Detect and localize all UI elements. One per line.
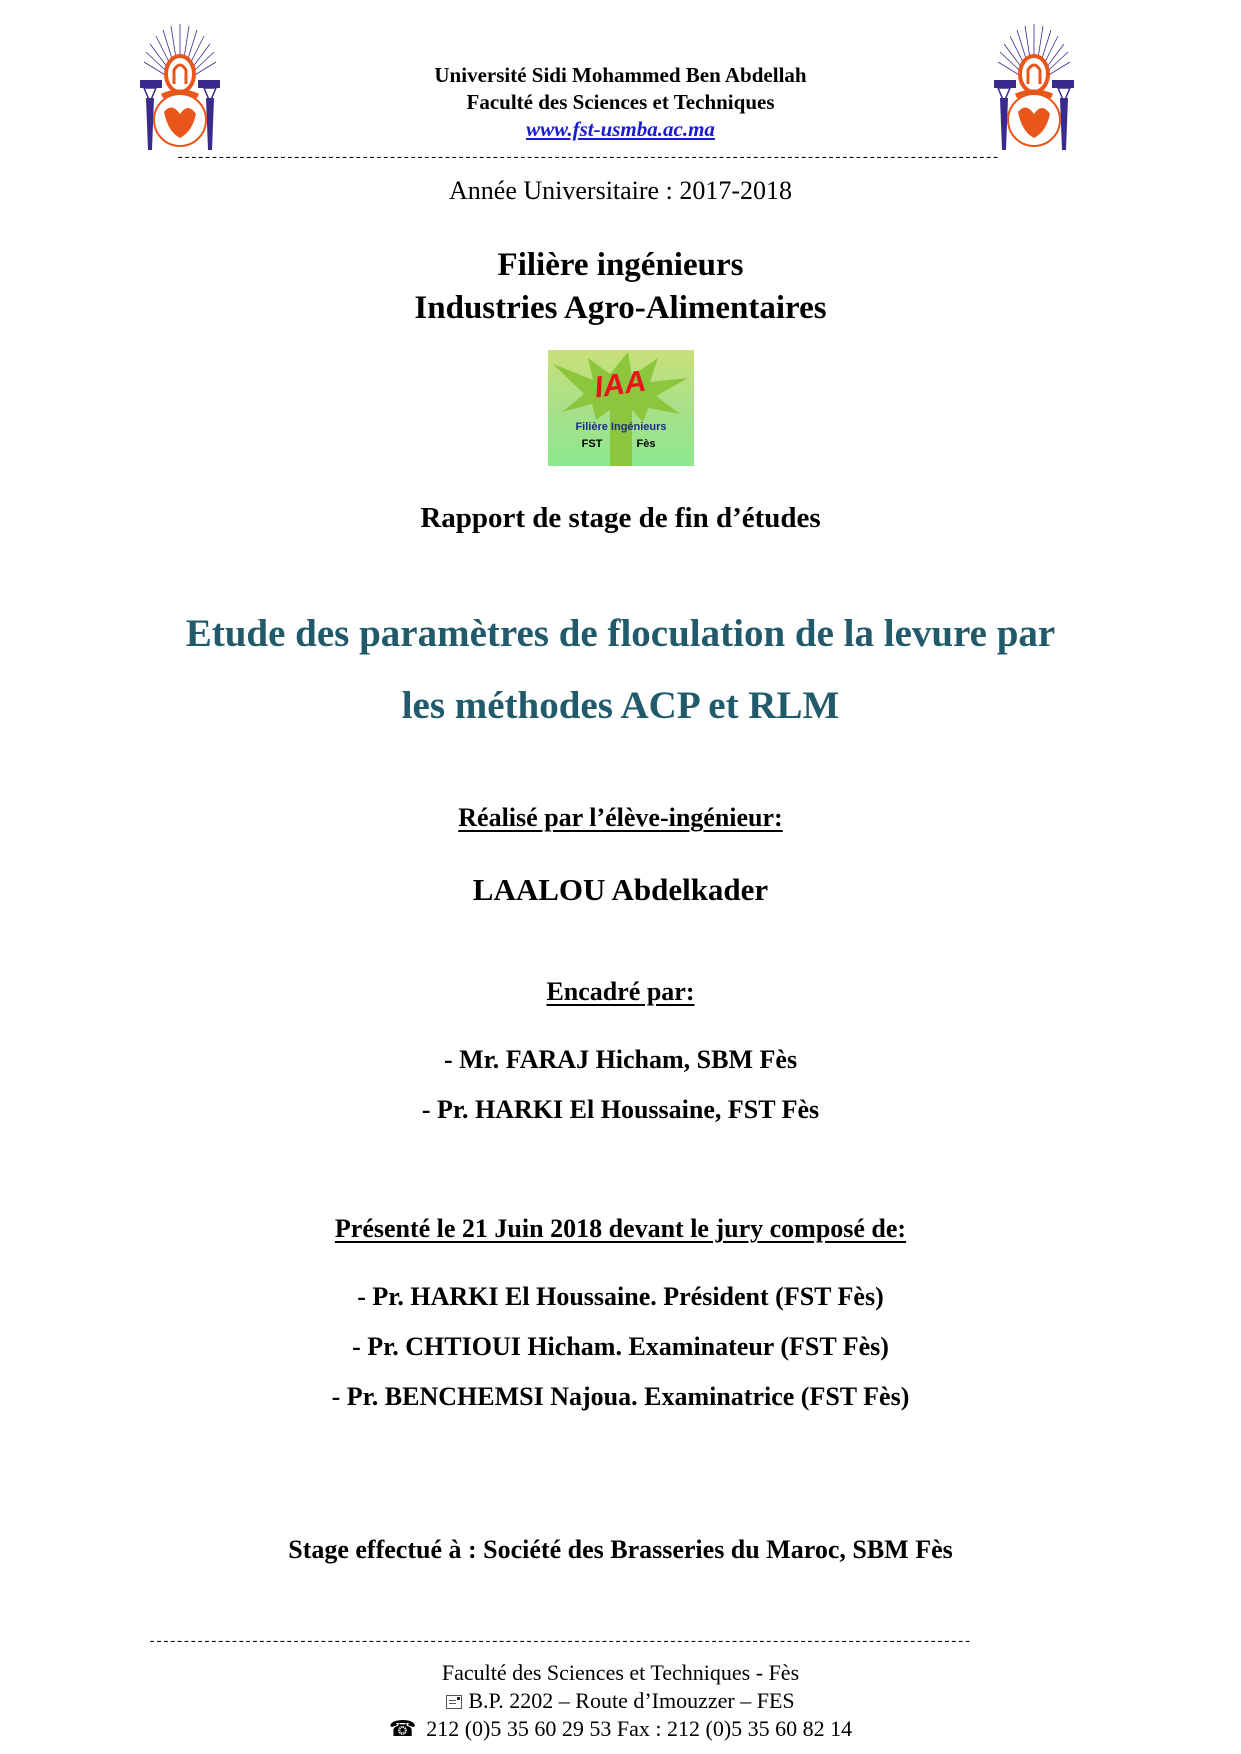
mailbox-icon [446, 1695, 462, 1709]
footer-phone: 212 (0)5 35 60 29 53 Fax : 212 (0)5 35 60 82 14 [426, 1716, 853, 1741]
footer-address: B.P. 2202 – Route d’Imouzzer – FES [468, 1688, 795, 1713]
jury-member: - Pr. HARKI El Houssaine. Président (FST Fès) [357, 1282, 884, 1311]
jury-member: - Pr. BENCHEMSI Najoua. Examinatrice (FST Fès) [331, 1382, 910, 1411]
header-separator: ------------------------------------------------------------------------------------------------------------------------ [176, 150, 999, 166]
supervisor-item: - Mr. FARAJ Hicham, SBM Fès [443, 1045, 798, 1074]
supervisor-item: - Pr. HARKI El Houssaine, FST Fès [421, 1095, 820, 1124]
telephone-icon: ☎ [388, 1716, 417, 1741]
report-title-line-2: les méthodes ACP et RLM [401, 684, 840, 727]
footer-separator: ------------------------------------------------------------------------------------------------------------------------ [148, 1634, 971, 1650]
author-label: Réalisé par l’élève-ingénieur: [458, 803, 783, 832]
iaa-program-logo [548, 350, 694, 466]
author-name: LAALOU Abdelkader [472, 872, 769, 907]
report-type: Rapport de stage de fin d’études [420, 502, 821, 534]
footer-address-line [0, 1687, 1241, 1715]
academic-year: Année Universitaire : 2017-2018 [449, 176, 792, 205]
website-link[interactable]: www.fst-usmba.ac.ma [526, 117, 715, 141]
iaa-acronym: IAA [592, 364, 649, 405]
footer-faculty: Faculté des Sciences et Techniques - Fès [441, 1660, 800, 1685]
program-line-2: Industries Agro-Alimentaires [414, 290, 827, 326]
jury-label: Présenté le 21 Juin 2018 devant le jury composé de: [334, 1214, 907, 1243]
program-line-1: Filière ingénieurs [497, 247, 744, 283]
faculty-name: Faculté des Sciences et Techniques [466, 90, 775, 114]
iaa-right-label: Fès [636, 438, 656, 450]
university-name: Université Sidi Mohammed Ben Abdellah [434, 63, 807, 87]
footer-phone-line [0, 1715, 1241, 1743]
iaa-subtitle: Filière Ingénieurs [575, 421, 667, 433]
report-title-line-1: Etude des paramètres de floculation de la levure par [185, 612, 1056, 655]
jury-member: - Pr. CHTIOUI Hicham. Examinateur (FST Fès) [352, 1332, 889, 1361]
internship-location: Stage effectué à : Société des Brasseries du Maroc, SBM Fès [288, 1535, 953, 1564]
iaa-left-label: FST [581, 438, 603, 450]
supervisors-label: Encadré par: [546, 977, 695, 1006]
